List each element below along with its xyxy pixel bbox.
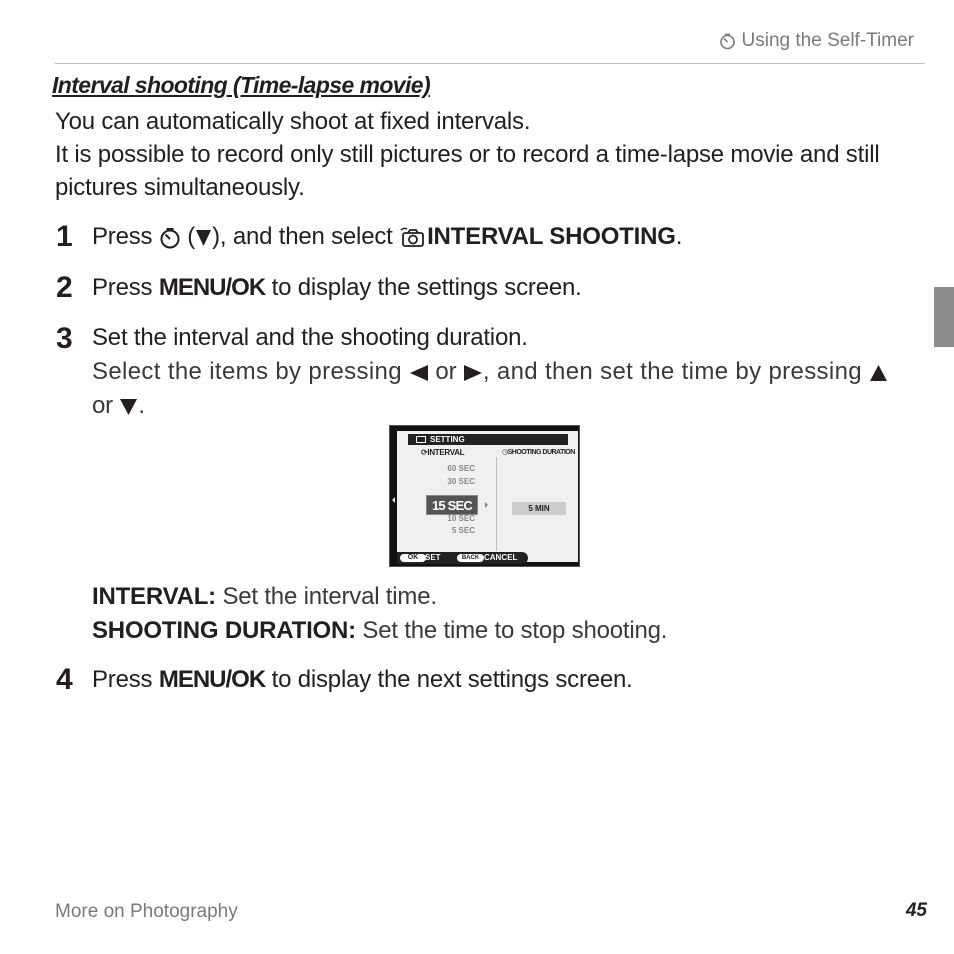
- chapter-tab: [934, 287, 954, 347]
- definition-term: INTERVAL:: [92, 583, 216, 610]
- camera-settings-screen: [389, 425, 580, 567]
- step-number: 3: [56, 322, 72, 355]
- self-timer-icon: [159, 227, 181, 249]
- cancel-label: CANCEL: [484, 553, 518, 562]
- step-number: 2: [56, 271, 72, 304]
- left-arrow-icon: [392, 497, 395, 503]
- step-4-text: [92, 663, 633, 697]
- intro-line: It is possible to record only still pictures or to record a time-lapse movie and still pictures simultaneously.: [55, 141, 880, 201]
- timer-icon: ◷: [502, 449, 508, 456]
- duration-label: SHOOTING DURATION: [507, 449, 575, 456]
- step-text-part: .: [675, 223, 683, 250]
- menu-ok-button-label: MENU/OK: [158, 274, 266, 301]
- interval-option: 30 SEC: [447, 477, 475, 486]
- definition-duration: [92, 614, 667, 648]
- menu-item-name: INTERVAL SHOOTING: [427, 223, 676, 250]
- step-text-part: to display the settings screen.: [265, 274, 582, 301]
- step-text-part: Press: [92, 666, 159, 693]
- step-2-text: [92, 271, 582, 305]
- section-title: Interval shooting (Time-lapse movie): [52, 72, 431, 98]
- step-text-part: Press: [92, 223, 159, 250]
- screen-display: [397, 431, 578, 562]
- column-divider: [496, 457, 497, 551]
- step-number: 4: [56, 663, 72, 696]
- step-number: 1: [56, 220, 72, 253]
- up-arrow-icon: [869, 364, 888, 382]
- header-divider: [55, 63, 925, 64]
- definition-desc: Set the interval time.: [215, 583, 437, 610]
- ok-button-icon: OK: [400, 554, 426, 562]
- screen-footer: [397, 552, 528, 564]
- back-button-icon: BACK: [457, 554, 484, 562]
- self-timer-icon: [719, 33, 736, 50]
- interval-icon: ⟳: [421, 448, 428, 457]
- intro-line: You can automatically shoot at fixed intervals.: [55, 108, 531, 135]
- definition-interval: [92, 580, 667, 614]
- interval-heading: [421, 448, 464, 457]
- screen-title-bar: [408, 434, 568, 445]
- step-text-part: Select the items by pressing: [92, 358, 409, 385]
- interval-shooting-icon: [399, 227, 427, 249]
- step-text-part: , and then set the time by pressing: [482, 358, 870, 385]
- step-text-part: or: [92, 392, 120, 419]
- step-text-part: to display the next settings screen.: [265, 666, 633, 693]
- interval-selected: 15 SEC: [426, 495, 478, 515]
- header-title: Using the Self-Timer: [741, 30, 914, 51]
- definitions: [92, 580, 667, 648]
- step-1-text: [92, 220, 682, 254]
- set-label: SET: [425, 553, 441, 562]
- down-arrow-icon: [119, 398, 138, 416]
- intro-text: [55, 105, 925, 204]
- running-header: [719, 30, 914, 52]
- left-arrow-icon: [409, 364, 429, 382]
- setting-icon: [416, 436, 426, 443]
- step-text-part: (: [180, 223, 196, 250]
- menu-ok-button-label: MENU/OK: [158, 666, 266, 693]
- page-number: 45: [905, 900, 927, 921]
- screen-title: SETTING: [430, 435, 465, 444]
- footer-section-name: More on Photography: [55, 901, 238, 922]
- step-3-subtext: [92, 355, 914, 423]
- definition-term: SHOOTING DURATION:: [92, 617, 356, 644]
- right-arrow-icon: [463, 364, 483, 382]
- interval-option: 5 SEC: [451, 526, 475, 535]
- step-3-text: Set the interval and the shooting duration.: [92, 324, 528, 351]
- step-text-part: or: [428, 358, 463, 385]
- interval-option: 10 SEC: [447, 514, 475, 523]
- step-text-part: .: [138, 392, 145, 419]
- duration-heading: [502, 448, 575, 456]
- step-text-part: Press: [92, 274, 159, 301]
- step-text-part: ), and then select: [212, 223, 400, 250]
- duration-value: 5 MIN: [512, 502, 566, 515]
- down-arrow-icon: [195, 228, 212, 247]
- interval-label: INTERVAL: [427, 448, 465, 457]
- right-arrow-icon: [485, 502, 488, 508]
- definition-desc: Set the time to stop shooting.: [355, 617, 668, 644]
- interval-option: 60 SEC: [447, 464, 475, 473]
